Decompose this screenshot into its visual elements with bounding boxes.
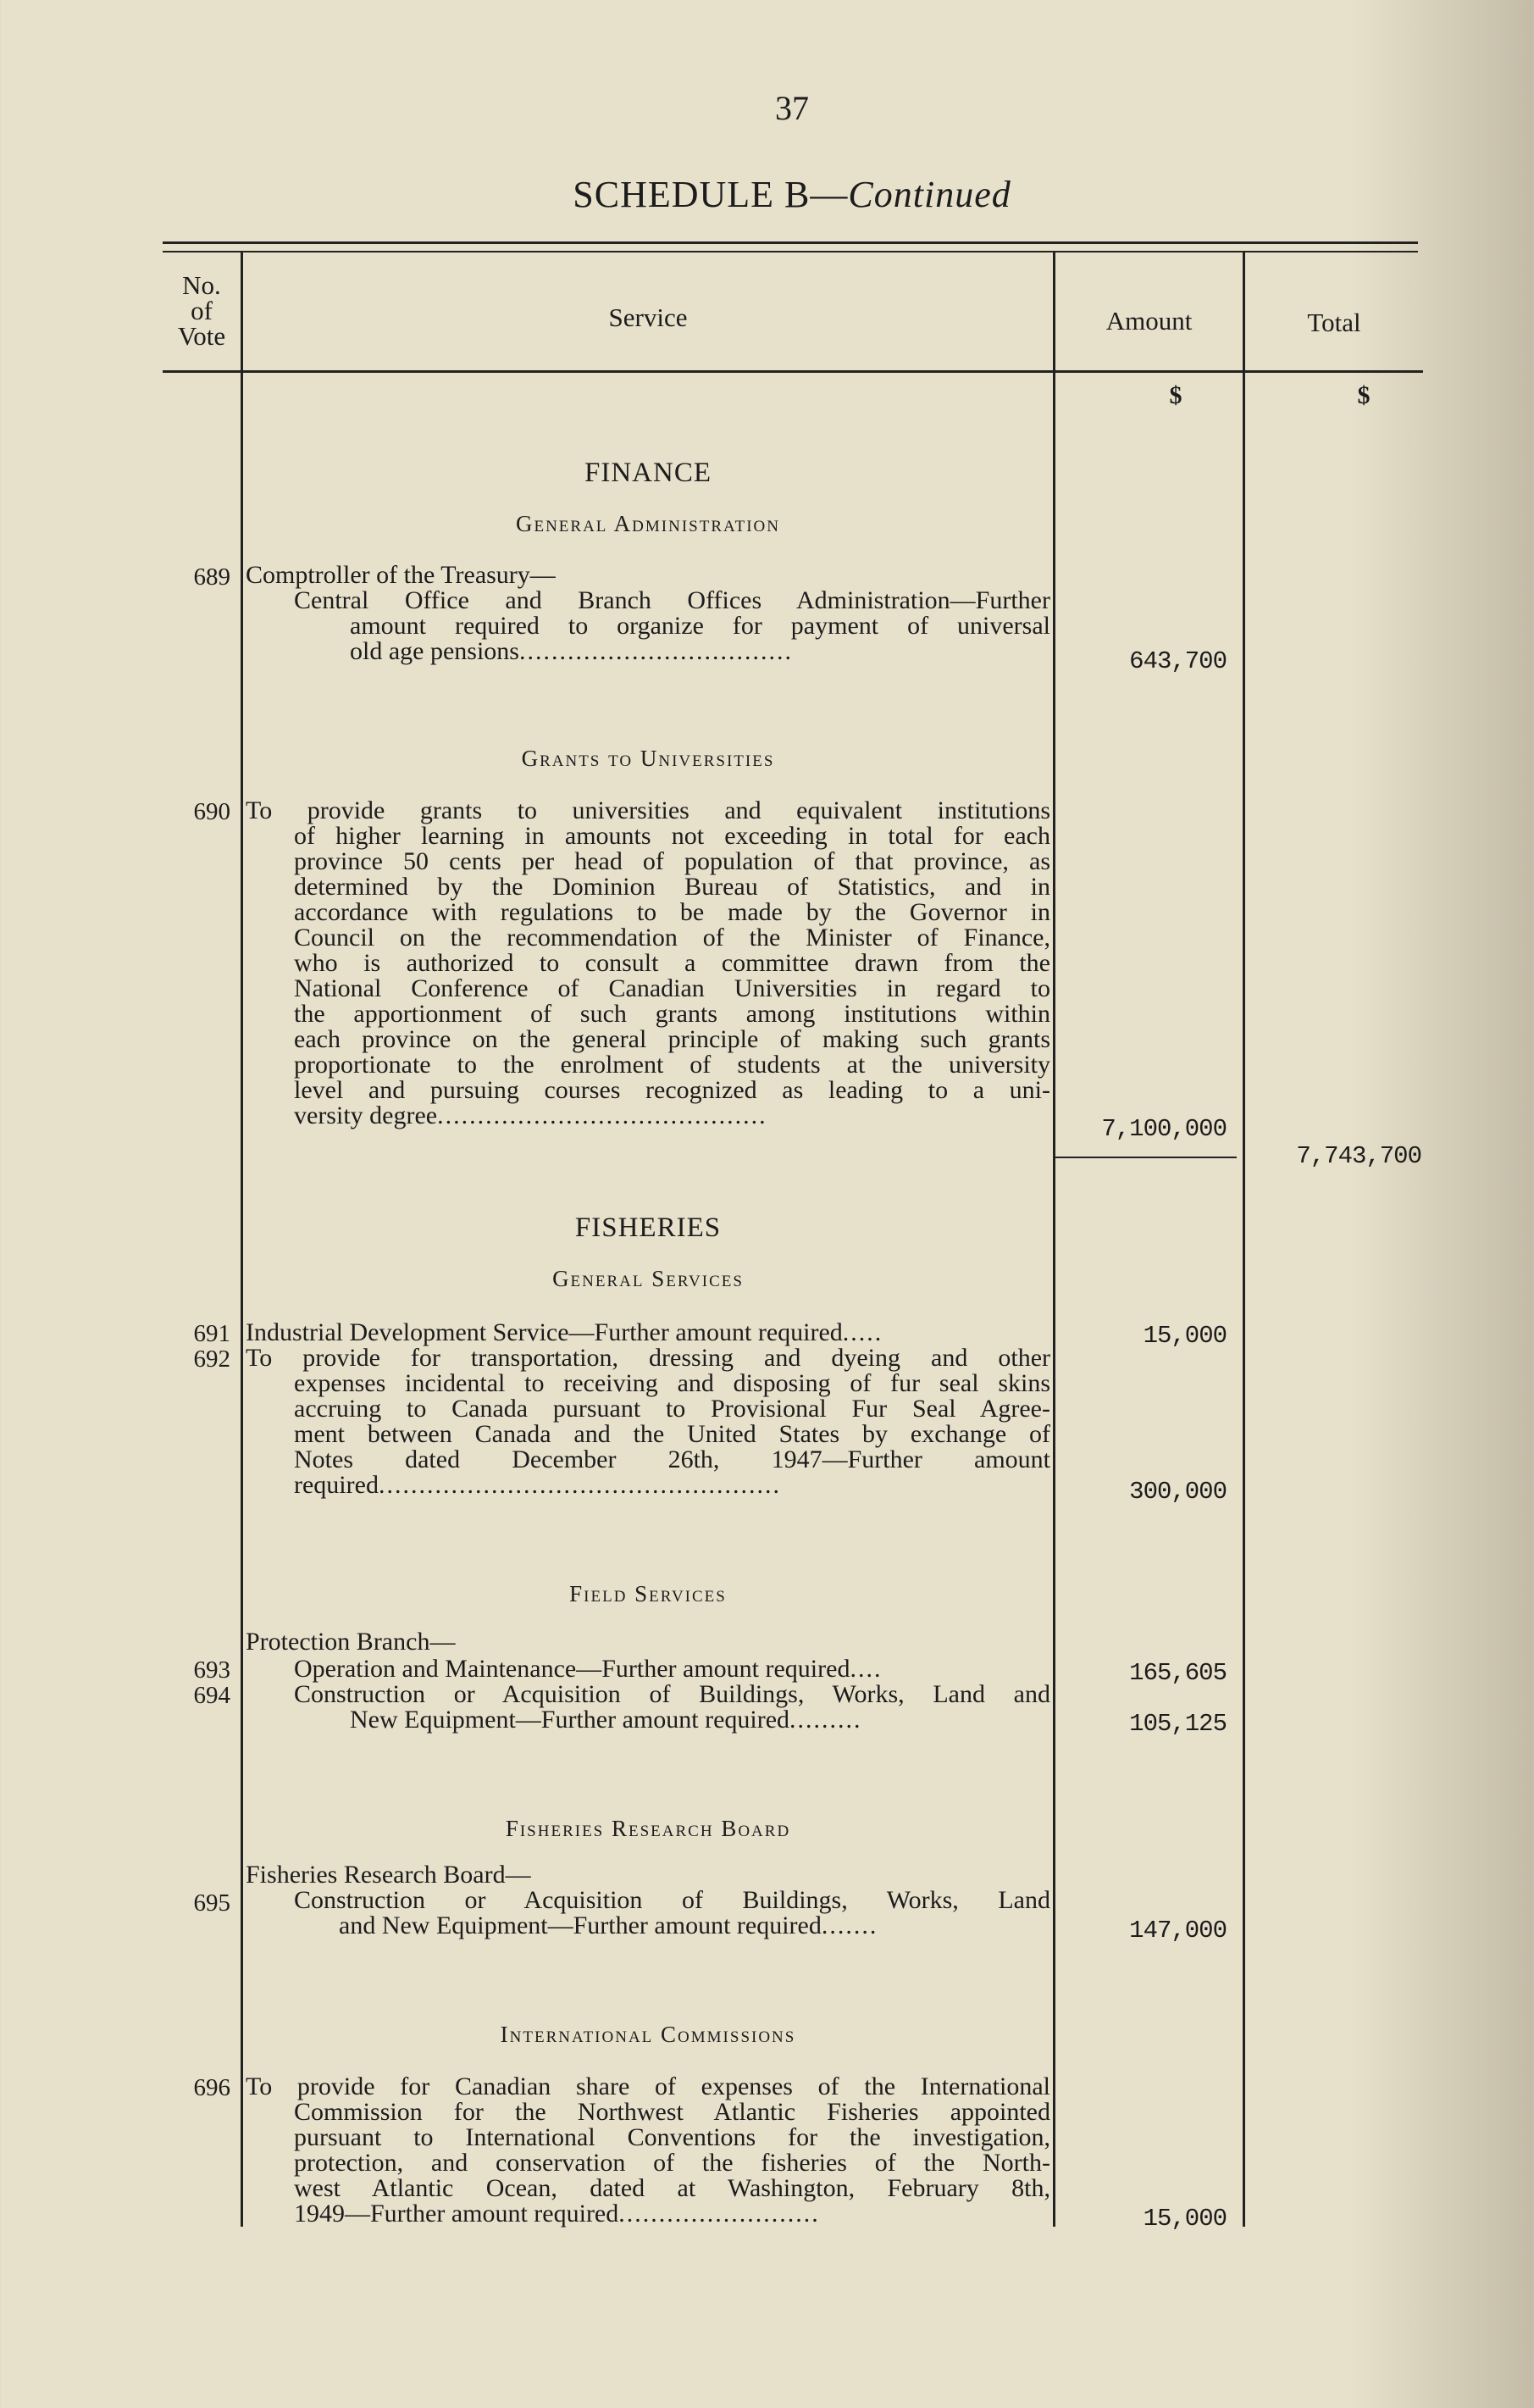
col-head-total: Total <box>1307 308 1361 337</box>
subsection-general-administration: General Administration <box>515 511 781 536</box>
subsection-fisheries-research-board: Fisheries Research Board <box>505 1816 791 1841</box>
col-divider-amount <box>1243 252 1245 2227</box>
service-line: Construction or Acquisition of Buildings, Works, Land and <box>294 1680 1050 1708</box>
leader-dots: ....... <box>821 1911 878 1939</box>
leader-dots: ......................... <box>618 2200 820 2228</box>
vote-number: 693 <box>193 1656 230 1684</box>
schedule-title-main: SCHEDULE B— <box>573 174 849 215</box>
service-line: National Conference of Canadian Universities in regard to <box>294 974 1050 1002</box>
service-line: Council on the recommendation of the Minister of Finance, <box>294 924 1050 952</box>
leader-dots: .................................................. <box>378 1471 781 1499</box>
service-line: Central Office and Branch Offices Administration—Further <box>294 586 1050 614</box>
section-finance: FINANCE <box>584 458 712 488</box>
amount-value: 643,700 <box>1129 647 1227 675</box>
service-line-text: required <box>294 1471 379 1499</box>
service-line <box>294 1656 882 1682</box>
leader-dots: .... <box>850 1655 883 1683</box>
amount-value: 147,000 <box>1129 1917 1227 1945</box>
leader-dots: ......... <box>789 1706 862 1734</box>
service-line: Comptroller of the Treasury— <box>246 561 556 589</box>
schedule-title <box>0 173 1534 216</box>
service-line: expenses incidental to receiving and disposing of fur seal skins <box>294 1369 1050 1397</box>
service-line: determined by the Dominion Bureau of Statistics, and in <box>294 873 1050 901</box>
service-line: To provide for transportation, dressing and dyeing and other <box>246 1344 1050 1372</box>
vote-number: 690 <box>193 798 230 825</box>
service-line-text: Industrial Development Service—Further amount required <box>246 1318 843 1346</box>
service-line: To provide for Canadian share of expenses of the International <box>246 2072 1050 2100</box>
service-line: each province on the general principle of making such grants <box>294 1025 1050 1053</box>
service-line: province 50 cents per head of population of that province, as <box>294 847 1050 875</box>
service-line <box>246 1320 883 1345</box>
finance-total-value: 7,743,700 <box>1296 1142 1421 1170</box>
service-line: west Atlantic Ocean, dated at Washington, February 8th, <box>294 2174 1050 2202</box>
service-line-text: versity degree <box>294 1101 438 1129</box>
subtotal-rule <box>1055 1157 1237 1158</box>
service-line: who is authorized to consult a committee drawn from the <box>294 949 1050 977</box>
service-line <box>294 1473 781 1498</box>
subsection-grants-to-universities: Grants to Universities <box>521 746 775 771</box>
service-line: amount required to organize for payment of universal <box>350 612 1050 640</box>
service-line: proportionate to the enrolment of students at the university <box>294 1051 1050 1079</box>
subsection-general-services: General Services <box>552 1266 744 1291</box>
service-line: accordance with regulations to be made by the Governor in <box>294 898 1050 926</box>
service-line <box>350 639 793 664</box>
page-number: 37 <box>775 89 809 127</box>
leader-dots: ..... <box>842 1318 883 1346</box>
service-line-text: and New Equipment—Further amount required <box>339 1911 822 1939</box>
research-board-label: Fisheries Research Board— <box>246 1861 531 1889</box>
service-line-text: old age pensions <box>350 637 519 665</box>
service-line: the apportionment of such grants among institutions within <box>294 1000 1050 1028</box>
service-line-text: New Equipment—Further amount required <box>350 1706 790 1734</box>
amount-value: 165,605 <box>1129 1659 1227 1687</box>
service-line: pursuant to International Conventions for the investigation, <box>294 2123 1050 2151</box>
col-head-vote: No. of Vote <box>177 270 226 351</box>
service-line: protection, and conservation of the fisheries of the North- <box>294 2149 1050 2177</box>
dollar-sign-total: $ <box>1357 381 1371 409</box>
service-line-text: Operation and Maintenance—Further amount required <box>294 1655 850 1683</box>
service-line: To provide grants to universities and equivalent institutions <box>246 796 1050 824</box>
leader-dots: ......................................... <box>437 1101 767 1129</box>
service-line <box>339 1913 878 1939</box>
col-divider-service <box>1053 252 1055 2227</box>
subsection-international-commissions: International Commissions <box>500 2022 796 2047</box>
amount-value: 15,000 <box>1143 1322 1227 1350</box>
service-line: Construction or Acquisition of Buildings, Works, Land <box>294 1886 1050 1914</box>
subsection-field-services: Field Services <box>569 1581 727 1606</box>
amount-value: 7,100,000 <box>1101 1115 1227 1143</box>
section-fisheries: FISHERIES <box>574 1212 722 1243</box>
top-rule-1 <box>163 241 1418 244</box>
service-line: Notes dated December 26th, 1947—Further amount <box>294 1445 1050 1473</box>
vote-number: 691 <box>193 1320 230 1347</box>
service-line <box>294 2201 820 2227</box>
service-line <box>350 1707 862 1733</box>
amount-value: 105,125 <box>1129 1710 1227 1738</box>
vote-number: 689 <box>193 563 230 591</box>
service-line: ment between Canada and the United States by exchange of <box>294 1420 1050 1448</box>
vote-number: 696 <box>193 2074 230 2101</box>
service-line: of higher learning in amounts not exceeding in total for each <box>294 822 1050 850</box>
service-line-text: 1949—Further amount required <box>294 2200 619 2228</box>
header-rule <box>163 370 1423 373</box>
service-line: accruing to Canada pursuant to Provisional Fur Seal Agree- <box>294 1395 1050 1423</box>
col-head-service: Service <box>608 302 688 332</box>
schedule-title-continued: Continued <box>848 174 1011 215</box>
col-head-amount: Amount <box>1105 306 1193 336</box>
dollar-sign-amount: $ <box>1169 381 1182 409</box>
amount-value: 15,000 <box>1143 2205 1227 2233</box>
protection-branch-label: Protection Branch— <box>246 1628 456 1656</box>
service-line: Commission for the Northwest Atlantic Fisheries appointed <box>294 2098 1050 2126</box>
vote-number: 694 <box>193 1682 230 1709</box>
top-rule-2 <box>163 251 1418 252</box>
amount-value: 300,000 <box>1129 1478 1227 1506</box>
leader-dots: .................................. <box>518 637 793 665</box>
service-line <box>294 1103 767 1129</box>
vote-number: 695 <box>193 1889 230 1917</box>
service-line: level and pursuing courses recognized as leading to a uni- <box>294 1076 1050 1104</box>
vote-number: 692 <box>193 1345 230 1373</box>
